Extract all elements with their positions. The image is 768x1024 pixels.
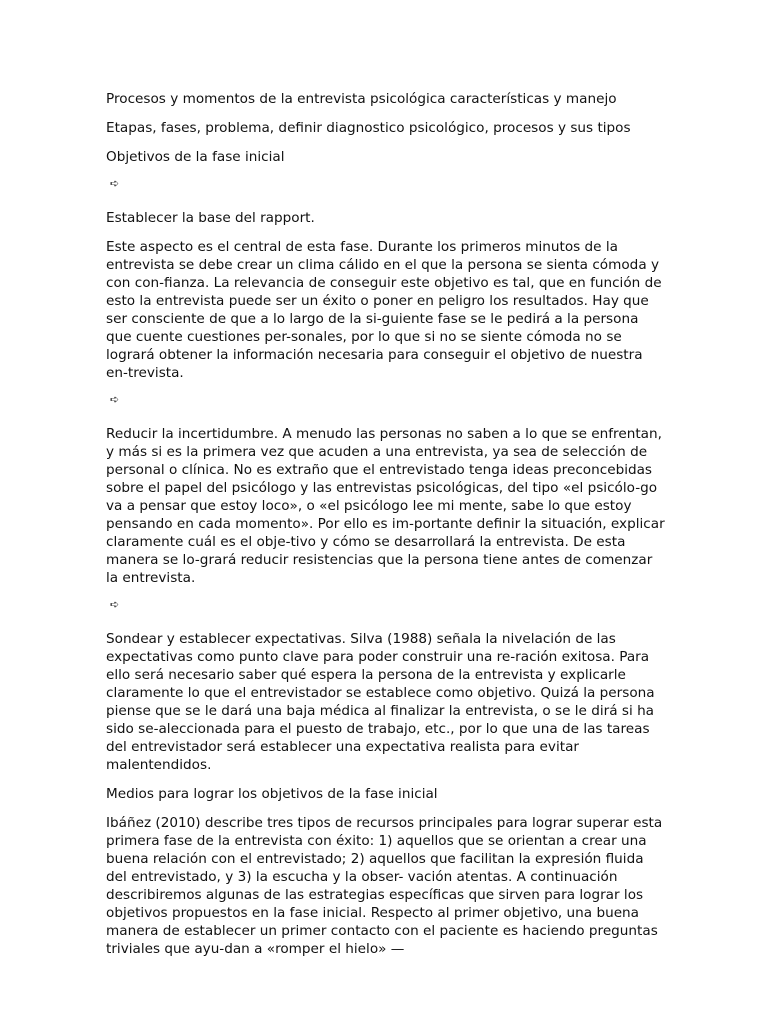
document-subtitle: Etapas, fases, problema, definir diagnostico psicológico, procesos y sus tipos — [106, 120, 631, 136]
arrow-bullet-icon: ➪ — [110, 393, 120, 406]
expectations-paragraph: Sondear y establecer expectativas. Silva (1988) señala la nivelación de las expectativas como punto clave para poder construir una re-ración exitosa. Para ello será necesario saber qué espera la persona de la entrevista y explicarle claramente lo que el entrevistador se establece como objetivo. Quizá la persona piense que se le dará una baja médica al finalizar la entrevista, o se le dirá si ha sido se-aleccionada para el puesto de trabajo, etc., por lo que una de las tareas del entrevistador será establecer una expectativa realista para evitar malentendidos. — [106, 631, 655, 773]
section-heading-means: Medios para lograr los objetivos de la fase inicial — [106, 786, 438, 802]
rapport-heading: Establecer la base del rapport. — [106, 210, 315, 226]
document-title: Procesos y momentos de la entrevista psicológica características y manejo — [106, 91, 617, 107]
uncertainty-paragraph: Reducir la incertidumbre. A menudo las personas no saben a lo que se enfrentan, y más si es la primera vez que acuden a una entrevista, ya sea de selección de personal o clínica. No es extraño que el entrevistado tenga ideas preconcebidas sobre el papel del psicólogo y las entrevistas psicológicas, del tipo «el psicólo-go va a pensar que estoy loco», o «el psicólogo lee mi mente, sabe lo que estoy pensando en cada momento». Por ello es im-portante definir la situación, explicar claramente cuál es el obje-tivo y cómo se desarrollará la entrevista. De esta manera se lo-grará reducir resistencias que la persona tiene antes de comenzar la entrevista. — [106, 426, 665, 586]
means-paragraph: Ibáñez (2010) describe tres tipos de recursos principales para lograr superar esta primera fase de la entrevista con éxito: 1) aquellos que se orientan a crear una buena relación con el entrevistado; 2) aquellos que facilitan la expresión fluida del entrevistado, y 3) la escucha y la obser- vación atentas. A continuación describiremos algunas de las estrategias específicas que sirven para lograr los objetivos propuestos en la fase inicial. Respecto al primer objetivo, una buena manera de establecer un primer contacto con el paciente es haciendo preguntas triviales que ayu-dan a «romper el hielo» — — [106, 815, 663, 957]
arrow-bullet-icon: ➪ — [110, 598, 120, 611]
section-heading-initial-objectives: Objetivos de la fase inicial — [106, 149, 285, 165]
document-page — [106, 90, 666, 969]
arrow-bullet-icon: ➪ — [110, 177, 120, 190]
rapport-paragraph: Este aspecto es el central de esta fase. Durante los primeros minutos de la entrevista se debe crear un clima cálido en el que la persona se sienta cómoda y con con-fianza. La relevancia de conseguir este objetivo es tal, que en función de esto la entrevista puede ser un éxito o poner en peligro los resultados. Hay que ser consciente de que a lo largo de la si-guiente fase se le pedirá a la persona que cuente cuestiones per-sonales, por lo que si no se siente cómoda no se logrará obtener la información necesaria para conseguir el objetivo de nuestra en-trevista. — [106, 239, 662, 381]
